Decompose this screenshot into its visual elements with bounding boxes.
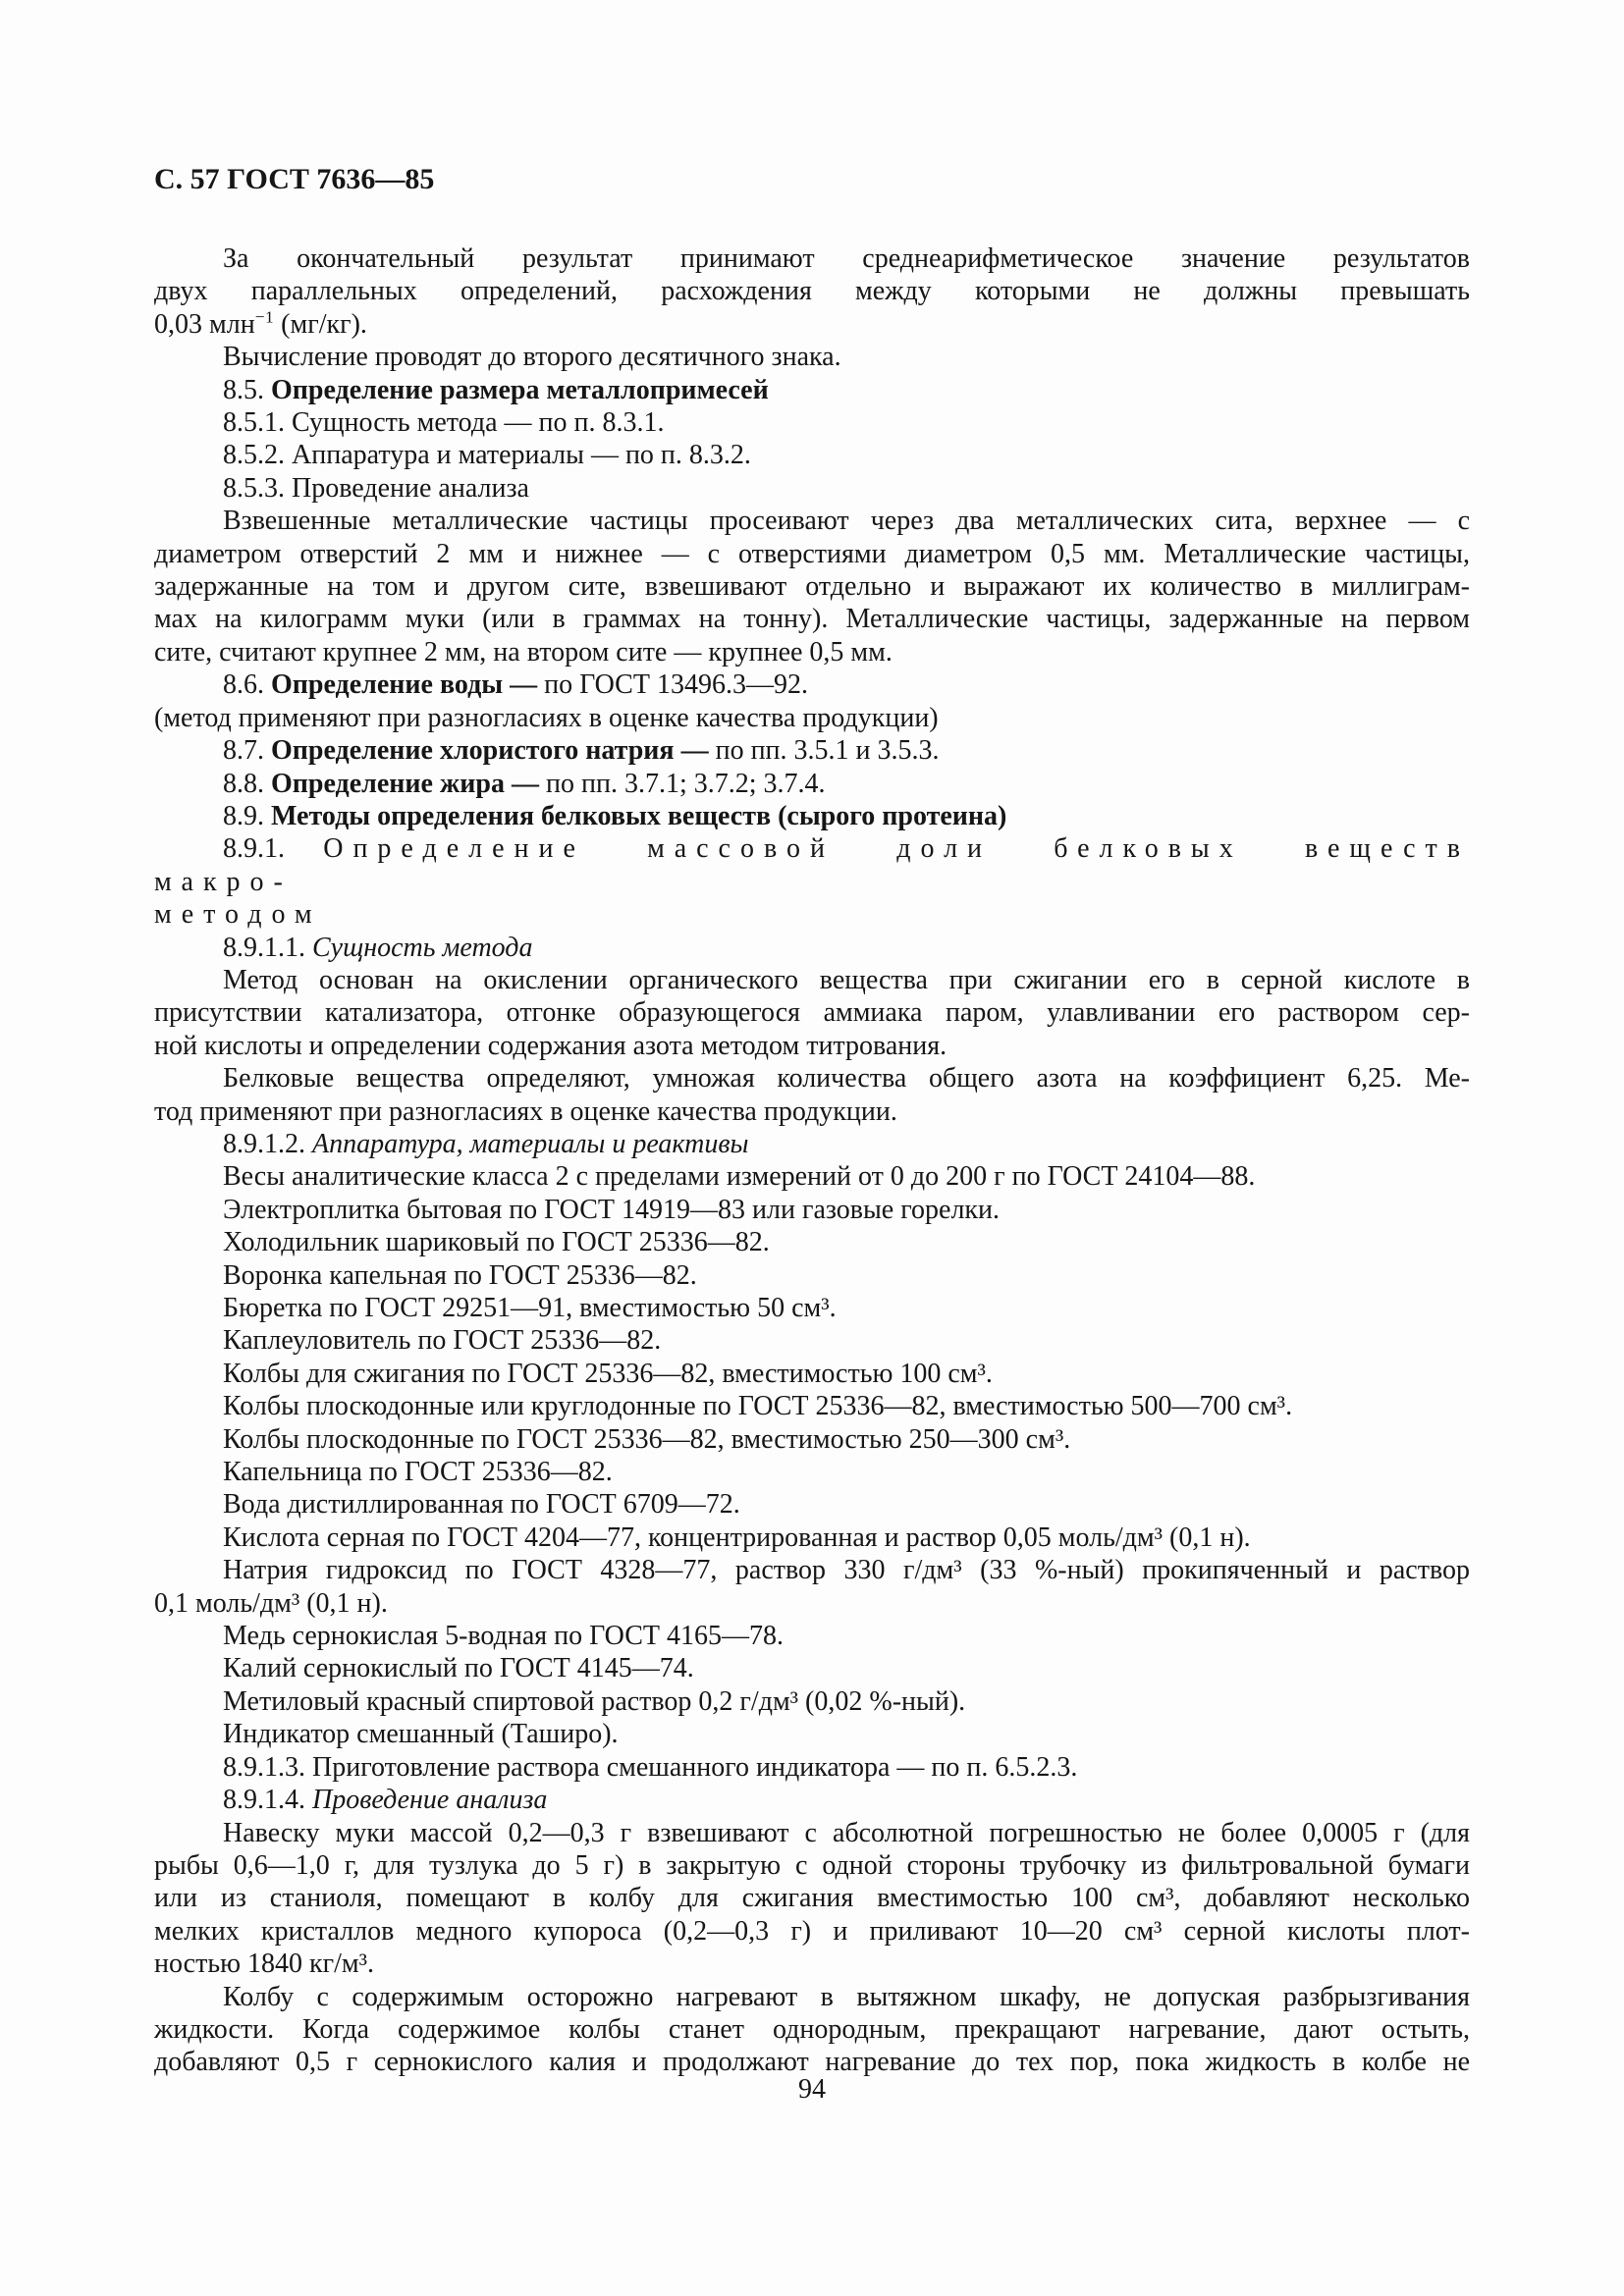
text-run: 8.5.3. Проведение анализа	[223, 472, 529, 504]
text-run: Медь сернокислая 5-водная по ГОСТ 4165—78.	[223, 1621, 784, 1652]
text-run: сите, считают крупнее 2 мм, на втором сите — крупнее 0,5 мм.	[154, 636, 893, 667]
text-run: 0,1 моль/дм³ (0,1 н).	[154, 1587, 388, 1619]
text-line	[154, 800, 1470, 832]
page-header: С. 57 ГОСТ 7636—85	[154, 163, 435, 195]
paragraph	[154, 1652, 1470, 1684]
text-line	[154, 1685, 1470, 1718]
text-line	[154, 1423, 1470, 1456]
text-line	[154, 603, 1470, 635]
text-run: Определение массовой доли белковых веществ макро-	[154, 833, 1470, 897]
text-line	[154, 898, 1470, 931]
text-run: методом	[154, 899, 322, 931]
text-run: присутствии катализатора, отгонке образующегося аммиака паром, улавливании его раствором сер-	[154, 997, 1470, 1029]
paragraph	[154, 1784, 1470, 1816]
text-line	[154, 1817, 1470, 1849]
text-line	[154, 932, 1470, 964]
text-line	[154, 1324, 1470, 1357]
text-run: Колбы плоскодонные или круглодонные по ГОСТ 25336—82, вместимостью 500—700 см³.	[223, 1391, 1293, 1422]
text-run: 8.9.1.4.	[223, 1785, 312, 1816]
paragraph	[154, 1685, 1470, 1718]
text-run: 0,03 млн	[154, 308, 255, 340]
text-line	[154, 406, 1470, 439]
text-run: Весы аналитические класса 2 с пределами измерений от 0 до 200 г по ГОСТ 24104—88.	[223, 1161, 1256, 1193]
paragraph	[154, 1194, 1470, 1226]
paragraph	[154, 964, 1470, 1062]
paragraph	[154, 1620, 1470, 1652]
text-run: За окончательный результат принимают среднеарифметическое значение результатов	[223, 243, 1470, 274]
text-line	[154, 1849, 1470, 1882]
text-run: добавляют 0,5 г сернокислого калия и продолжают нагревание до тех пор, пока жидкость в колбе не	[154, 2047, 1470, 2078]
text-run: Бюретка по ГОСТ 29251—91, вместимостью 50 см³.	[223, 1293, 837, 1323]
text-run: Каплеуловитель по ГОСТ 25336—82.	[223, 1325, 662, 1357]
text-line	[154, 1554, 1470, 1586]
text-line	[154, 702, 1470, 734]
text-line	[154, 1751, 1470, 1784]
text-run: 8.8.	[223, 768, 271, 799]
text-run: (мг/кг).	[274, 308, 367, 340]
paragraph	[154, 439, 1470, 471]
page-content	[154, 163, 1470, 2079]
text-run: мелких кристаллов медного купороса (0,2—0,3 г) и приливают 10—20 см³ серной кислоты плот-	[154, 1915, 1470, 1947]
paragraph	[154, 668, 1470, 701]
text-run: Капельница по ГОСТ 25336—82.	[223, 1457, 613, 1488]
text-run: Сущность метода	[312, 932, 533, 963]
text-run: Колбы плоскодонные по ГОСТ 25336—82, вместимостью 250—300 см³.	[223, 1423, 1071, 1455]
paragraph	[154, 702, 1470, 734]
text-run: двух параллельных определений, расхождения между которыми не должны превышать	[154, 276, 1470, 307]
text-run: Аппаратура, материалы и реактивы	[312, 1128, 749, 1159]
text-line	[154, 1652, 1470, 1684]
paragraph	[154, 406, 1470, 439]
text-run: 8.9.1.	[223, 833, 324, 865]
text-run: Электроплитка бытовая по ГОСТ 14919—83 или газовые горелки.	[223, 1194, 1000, 1225]
text-line	[154, 242, 1470, 275]
paragraph	[154, 734, 1470, 767]
paragraph	[154, 1226, 1470, 1258]
text-line	[154, 374, 1470, 406]
paragraph	[154, 1062, 1470, 1128]
text-run: 8.7.	[223, 735, 271, 767]
paragraph	[154, 1981, 1470, 2079]
text-run: Взвешенные металлические частицы просеивают через два металлических сита, верхнее — с	[223, 506, 1470, 537]
text-run: Холодильник шариковый по ГОСТ 25336—82.	[223, 1227, 770, 1258]
text-run: Индикатор смешанный (Таширо).	[223, 1719, 619, 1750]
text-line	[154, 2013, 1470, 2046]
text-run: Воронка капельная по ГОСТ 25336—82.	[223, 1259, 697, 1291]
text-run: жидкости. Когда содержимое колбы станет однородным, прекращают нагревание, дают остыть,	[154, 2013, 1470, 2045]
text-line	[154, 439, 1470, 471]
text-run: Белковые вещества определяют, умножая количества общего азота на коэффициент 6,25. Ме-	[223, 1063, 1470, 1095]
text-line	[154, 1160, 1470, 1193]
paragraph	[154, 1324, 1470, 1357]
paragraph	[154, 768, 1470, 800]
text-line	[154, 636, 1470, 668]
paragraph	[154, 242, 1470, 341]
text-run: 8.9.1.3. Приготовление раствора смешанного индикатора — по п. 6.5.2.3.	[223, 1751, 1078, 1783]
paragraph	[154, 1554, 1470, 1620]
text-line	[154, 538, 1470, 570]
text-run: диаметром отверстий 2 мм и нижнее — с отверстиями диаметром 0,5 мм. Металлические частицы,	[154, 538, 1470, 569]
text-run: (метод применяют при разногласиях в оценке качества продукции)	[154, 702, 939, 733]
page-number: 94	[798, 2074, 826, 2105]
paragraph	[154, 1160, 1470, 1193]
text-line	[154, 505, 1470, 537]
paragraph	[154, 800, 1470, 832]
paragraph	[154, 1522, 1470, 1554]
text-line	[154, 1030, 1470, 1062]
text-run: Определение жира —	[271, 768, 539, 799]
paragraph	[154, 1423, 1470, 1456]
text-run: 8.9.1.2.	[223, 1128, 312, 1159]
text-line	[154, 1882, 1470, 1914]
text-run: Вода дистиллированная по ГОСТ 6709—72.	[223, 1489, 740, 1521]
text-line	[154, 734, 1470, 767]
text-line	[154, 1718, 1470, 1750]
text-line	[154, 570, 1470, 603]
text-run: ной кислоты и определении содержания азота методом титрования.	[154, 1030, 947, 1061]
text-line	[154, 1390, 1470, 1422]
text-run: 8.6.	[223, 669, 271, 701]
text-line	[154, 1948, 1470, 1980]
text-run: Определение воды —	[271, 669, 538, 701]
text-run: Проведение анализа	[312, 1785, 548, 1816]
text-run: Методы определения белковых веществ (сырого протеина)	[271, 800, 1007, 831]
text-line	[154, 472, 1470, 505]
text-run: тод применяют при разногласиях в оценке качества продукции.	[154, 1095, 897, 1127]
text-run: задержанные на том и другом сите, взвешивают отдельно и выражают их количество в миллиграм-	[154, 571, 1470, 603]
text-line	[154, 308, 1470, 341]
text-line	[154, 1095, 1470, 1128]
text-line	[154, 1981, 1470, 2013]
paragraph	[154, 472, 1470, 505]
text-line	[154, 1620, 1470, 1652]
text-line	[154, 1784, 1470, 1816]
text-run: 8.5.2. Аппаратура и материалы — по п. 8.3.2.	[223, 440, 751, 471]
paragraph	[154, 1390, 1470, 1422]
text-run: Кислота серная по ГОСТ 4204—77, концентрированная и раствор 0,05 моль/дм³ (0,1 н).	[223, 1522, 1251, 1553]
text-run: по пп. 3.7.1; 3.7.2; 3.7.4.	[538, 768, 826, 799]
text-run: 8.9.	[223, 800, 271, 831]
text-run: Определение хлористого натрия —	[271, 735, 709, 767]
document-body	[154, 242, 1470, 2079]
text-run: 8.5.	[223, 374, 271, 405]
text-run: Колбу с содержимым осторожно нагревают в вытяжном шкафу, не допуская разбрызгивания	[223, 1981, 1470, 2012]
text-line	[154, 1194, 1470, 1226]
text-line	[154, 1456, 1470, 1488]
text-line	[154, 1522, 1470, 1554]
text-line	[154, 1587, 1470, 1620]
text-line	[154, 1062, 1470, 1095]
text-run: Метиловый красный спиртовой раствор 0,2 г/дм³ (0,02 %-ный).	[223, 1685, 966, 1717]
text-run: Метод основан на окислении органического вещества при сжигании его в серной кислоте в	[223, 964, 1470, 995]
paragraph	[154, 1259, 1470, 1292]
text-run: Колбы для сжигания по ГОСТ 25336—82, вместимостью 100 см³.	[223, 1358, 993, 1389]
text-line	[154, 1915, 1470, 1948]
text-run: мах на килограмм муки (или в граммах на тонну). Металлические частицы, задержанные на первом	[154, 604, 1470, 635]
text-run: 8.5.1. Сущность метода — по п. 8.3.1.	[223, 407, 665, 439]
text-line	[154, 1488, 1470, 1521]
paragraph	[154, 1292, 1470, 1324]
text-run: Натрия гидроксид по ГОСТ 4328—77, раствор 330 г/дм³ (33 %-ный) прокипяченный и раствор	[223, 1555, 1470, 1586]
text-run: рыбы 0,6—1,0 г, для тузлука до 5 г) в закрытую с одной стороны трубочку из фильтровальной бумаги	[154, 1849, 1470, 1881]
paragraph	[154, 374, 1470, 406]
text-line	[154, 996, 1470, 1029]
text-line	[154, 1128, 1470, 1160]
text-run: 8.9.1.1.	[223, 932, 312, 963]
text-run: по ГОСТ 13496.3—92.	[537, 669, 808, 701]
text-line	[154, 1292, 1470, 1324]
paragraph	[154, 1456, 1470, 1488]
text-line	[154, 668, 1470, 701]
text-run: ностью 1840 кг/м³.	[154, 1949, 375, 1980]
text-line	[154, 275, 1470, 307]
text-run: Навеску муки массой 0,2—0,3 г взвешивают с абсолютной погрешностью не более 0,0005 г (для	[223, 1817, 1470, 1848]
text-line	[154, 832, 1470, 898]
text-line	[154, 1226, 1470, 1258]
text-run: Определение размера металлопримесей	[271, 374, 769, 405]
paragraph	[154, 932, 1470, 964]
paragraph	[154, 1751, 1470, 1784]
paragraph	[154, 1128, 1470, 1160]
text-run: или из станиоля, помещают в колбу для сжигания вместимостью 100 см³, добавляют несколько	[154, 1883, 1470, 1914]
paragraph	[154, 1718, 1470, 1750]
text-run: Калий сернокислый по ГОСТ 4145—74.	[223, 1653, 694, 1684]
text-run: −1	[254, 307, 275, 327]
text-line	[154, 341, 1470, 373]
text-line	[154, 768, 1470, 800]
paragraph	[154, 1488, 1470, 1521]
text-line	[154, 1358, 1470, 1390]
paragraph	[154, 341, 1470, 373]
text-line	[154, 964, 1470, 996]
paragraph	[154, 505, 1470, 668]
paragraph	[154, 832, 1470, 931]
paragraph	[154, 1817, 1470, 1981]
text-run: Вычисление проводят до второго десятичного знака.	[223, 342, 841, 373]
paragraph	[154, 1358, 1470, 1390]
text-line	[154, 1259, 1470, 1292]
text-run: по пп. 3.5.1 и 3.5.3.	[708, 735, 940, 767]
